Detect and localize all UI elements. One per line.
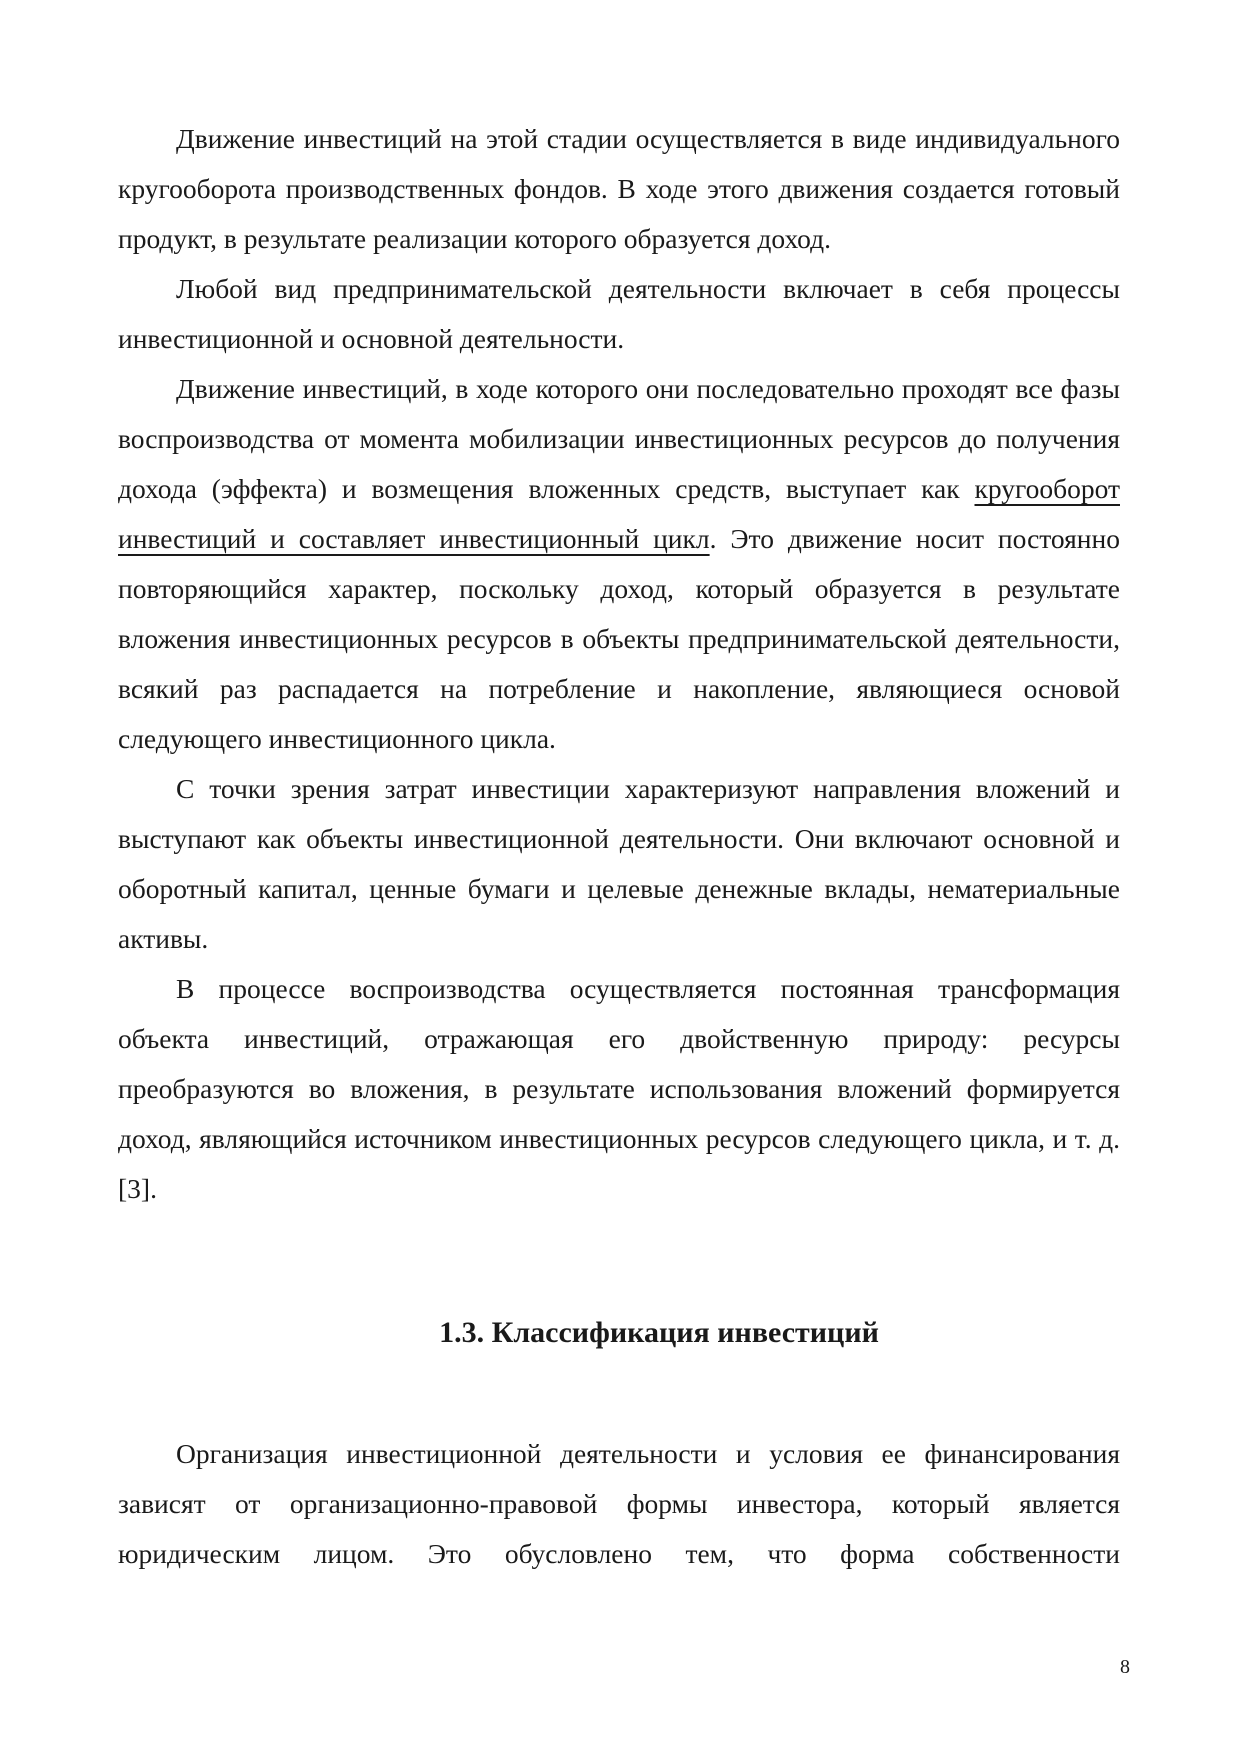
paragraph: Движение инвестиций на этой стадии осуществляется в виде индивидуального кругооборота производственных фондов. В ходе этого движения создается готовый продукт, в результате реализации которого образуется доход. [118,123,1120,254]
section-text-block [118,1429,1120,1579]
paragraph: Движение инвестиций, в ходе которого они последовательно проходят все фазы воспроизводства от момента мобилизации инвестиционных ресурсов до получения дохода (эффекта) и возмещения вложенных средств, выступает как кругооборот инвестиций и составляет инвестиционный цикл. Это движение носит постоянно повторяющийся характер, поскольку доход, который образуется в результате вложения инвестиционных ресурсов в объекты предпринимательской деятельности, всякий раз распадается на потребление и накопление, являющиеся основой следующего инвестиционного цикла. [118,373,1120,754]
paragraph: Любой вид предпринимательской деятельности включает в себя процессы инвестиционной и основной деятельности. [118,273,1120,354]
page-number: 8 [1120,1656,1130,1678]
paragraph: Организация инвестиционной деятельности и условия ее финансирования зависят от организационно-правовой формы инвестора, который является юридическим лицом. Это обусловлено тем, что форма собственности [118,1438,1120,1569]
body-text-block [118,114,1120,1214]
paragraph: С точки зрения затрат инвестиции характеризуют направления вложений и выступают как объекты инвестиционной деятельности. Они включают основной и оборотный капитал, ценные бумаги и целевые денежные вклады, нематериальные активы. [118,773,1120,954]
underlined-phrase: кругооборот инвестиций и составляет инвестиционный цикл [118,473,1120,554]
section-heading: 1.3. Классификация инвестиций [439,1316,879,1349]
paragraph: В процессе воспроизводства осуществляется постоянная трансформация объекта инвестиций, отражающая его двойственную природу: ресурсы преобразуются во вложения, в результате использования вложений формируется доход, являющийся источником инвестиционных ресурсов следующего цикла, и т. д. [3]. [118,973,1120,1204]
